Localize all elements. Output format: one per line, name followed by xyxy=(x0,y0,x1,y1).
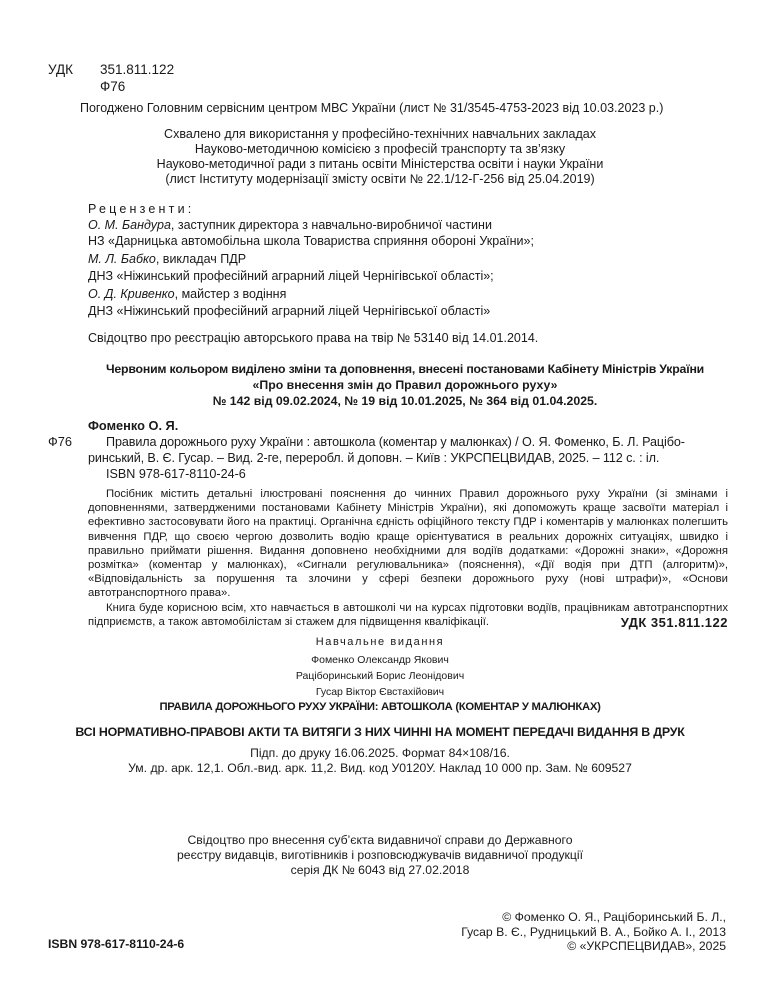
publisher-cert-line: Свідоцтво про внесення суб’єкта видавничої справи до Державного xyxy=(187,833,573,847)
catalog-bbk: Ф76 xyxy=(48,434,72,449)
book-title: ПРАВИЛА ДОРОЖНЬОГО РУХУ УКРАЇНИ: АВТОШКОЛА (КОМЕНТАР У МАЛЮНКАХ) xyxy=(159,701,601,713)
copyright-line: Гусар В. Є., Рудницький В. А., Бойко А. І., 2013 xyxy=(461,924,726,939)
reviewer-entry xyxy=(88,304,534,321)
approval-line: Погоджено Головним сервісним центром МВС України (лист № 31/3545-4753-2023 від 10.03.2023 р.) xyxy=(80,101,664,115)
copyright-line: © «УКРСПЕЦВИДАВ», 2025 xyxy=(567,939,726,953)
reviewer-org: ДНЗ «Ніжинський професійний аграрний ліцей Чернігівської області» xyxy=(88,304,491,318)
udk-label: УДК xyxy=(48,62,73,77)
print-line: Ум. др. арк. 12,1. Обл.-вид. арк. 11,2. Вид. код У0120У. Наклад 10 000 пр. Зам. № 609527 xyxy=(128,761,632,775)
recommendation-line: (лист Інституту модернізації змісту освіти № 22.1/12-Г-256 від 25.04.2019) xyxy=(165,172,595,186)
reviewer-role: , викладач ПДР xyxy=(155,252,247,266)
catalog-line: ринський, В. Є. Гусар. – Вид. 2-ге, переробл. й доповн. – Київ : УКРСПЕЦВИДАВ, 2025. – 112 с. : іл. xyxy=(88,451,660,465)
catalog-description xyxy=(106,434,685,450)
recommendation-line: Науково-методичної ради з питань освіти Міністерства освіти і науки України xyxy=(156,157,604,171)
reviewer-org: НЗ «Дарницька автомобільна школа Товариства сприяння обороні України»; xyxy=(88,234,534,248)
recommendation-line: Науково-методичною комісією з професій транспорту та зв’язку xyxy=(194,142,566,156)
imprint-authors xyxy=(180,652,580,700)
changes-notice-line: «Про внесення змін до Правил дорожнього руху» xyxy=(252,378,558,392)
reviewer-role: , майстер з водіння xyxy=(174,287,287,301)
catalog-isbn: ISBN 978-617-8110-24-6 xyxy=(106,467,246,481)
imprint-author: Гусар Віктор Євстахійович xyxy=(315,686,445,698)
reviewer-entry xyxy=(88,252,534,269)
reviewer-entry xyxy=(88,287,534,304)
footer-copyright xyxy=(420,910,726,954)
udk-right: УДК 351.811.122 xyxy=(620,615,728,630)
reviewers-list xyxy=(88,218,534,321)
changes-notice-line: № 142 від 09.02.2024, № 19 від 10.01.2025, № 364 від 01.04.2025. xyxy=(212,394,598,408)
annotation-paragraph: Посібник містить детальні ілюстровані пояснення до чинних Правил дорожнього руху України (зі змінами і доповненнями, затвердженими постановами Кабінету Міністрів України), які допоможуть краще засвоїти матеріал і ефективно застосовувати його на практиці. Органічна єдність офіційного тексту ПДР і коментарів у малюнках полегшить вивчення ПДР, що своєю чергою дозволить водію краще орієнтуватися в реальних дорожніх ситуаціях, швидко і правильно приймати рішення. Видання доповнено необхідними для водіїв додатками: «Дорожні знаки», «Дорожня розмітка» (коментар у малюнках), «Сигнали регулювальника» (пояснення), «Дії водія при ДТП (алгоритм)», «Відповідальність за порушення та злочини у сфері безпеки дорожнього руху (нові штрафи)», «Основи автотранспортного права». xyxy=(88,488,728,600)
changes-notice xyxy=(70,361,740,409)
udk-code: 351.811.122 xyxy=(100,62,175,77)
catalog-author: Фоменко О. Я. xyxy=(88,418,179,433)
reviewer-name: М. Л. Бабко xyxy=(88,252,156,266)
publisher-certificate xyxy=(120,833,640,878)
publisher-cert-line: реєстру видавців, виготівників і розповсюджувачів видавничої продукції xyxy=(177,848,583,862)
reviewer-entry xyxy=(88,234,534,252)
catalog-line: Правила дорожнього руху України : автошкола (коментар у малюнках) / О. Я. Фоменко, Б. Л. Рацібо- xyxy=(106,435,685,449)
copyright-certificate: Свідоцтво про реєстрацію авторського права на твір № 53140 від 14.01.2014. xyxy=(88,331,539,345)
imprint-author: Фоменко Олександр Якович xyxy=(311,654,449,666)
print-details xyxy=(100,746,660,776)
reviewer-role: , заступник директора з навчально-виробничої частини xyxy=(170,218,492,232)
recommendation-block xyxy=(100,127,660,187)
reviewer-name: О. Д. Кривенко xyxy=(88,287,175,301)
legal-note: ВСІ НОРМАТИВНО-ПРАВОВІ АКТИ ТА ВИТЯГИ З НИХ ЧИННІ НА МОМЕНТ ПЕРЕДАЧІ ВИДАННЯ В ДРУК xyxy=(75,725,685,739)
reviewer-entry xyxy=(88,218,534,234)
imprint-author: Раціборинський Борис Леонідович xyxy=(295,670,465,682)
reviewer-entry xyxy=(88,269,534,287)
reviewer-name: О. М. Бандура xyxy=(88,218,171,232)
annotation-paragraph: Книга буде корисною всім, хто навчається в автошколі чи на курсах підготовки водіїв, працівникам автотранспортних підприємств, а також автомобілістам зі стажем для підвищення кваліфікації. xyxy=(88,601,728,628)
reviewers-heading: Рецензенти: xyxy=(88,202,195,216)
reviewer-org: ДНЗ «Ніжинський професійний аграрний ліцей Чернігівської області»; xyxy=(88,269,494,283)
edition-type: Навчальне видання xyxy=(315,636,445,648)
recommendation-line: Схвалено для використання у професійно-технічних навчальних закладах xyxy=(164,127,596,141)
publisher-cert-line: серія ДК № 6043 від 27.02.2018 xyxy=(290,863,470,877)
catalog-description-cont xyxy=(88,450,659,466)
print-line: Підп. до друку 16.06.2025. Формат 84×108/16. xyxy=(250,746,510,760)
annotation xyxy=(88,487,728,629)
footer-isbn: ISBN 978-617-8110-24-6 xyxy=(48,937,185,951)
bbk-code: Ф76 xyxy=(100,79,126,94)
copyright-line: © Фоменко О. Я., Раціборинський Б. Л., xyxy=(502,910,726,924)
changes-notice-line: Червоним кольором виділено зміни та доповнення, внесені постановами Кабінету Міністрів України xyxy=(105,362,705,376)
